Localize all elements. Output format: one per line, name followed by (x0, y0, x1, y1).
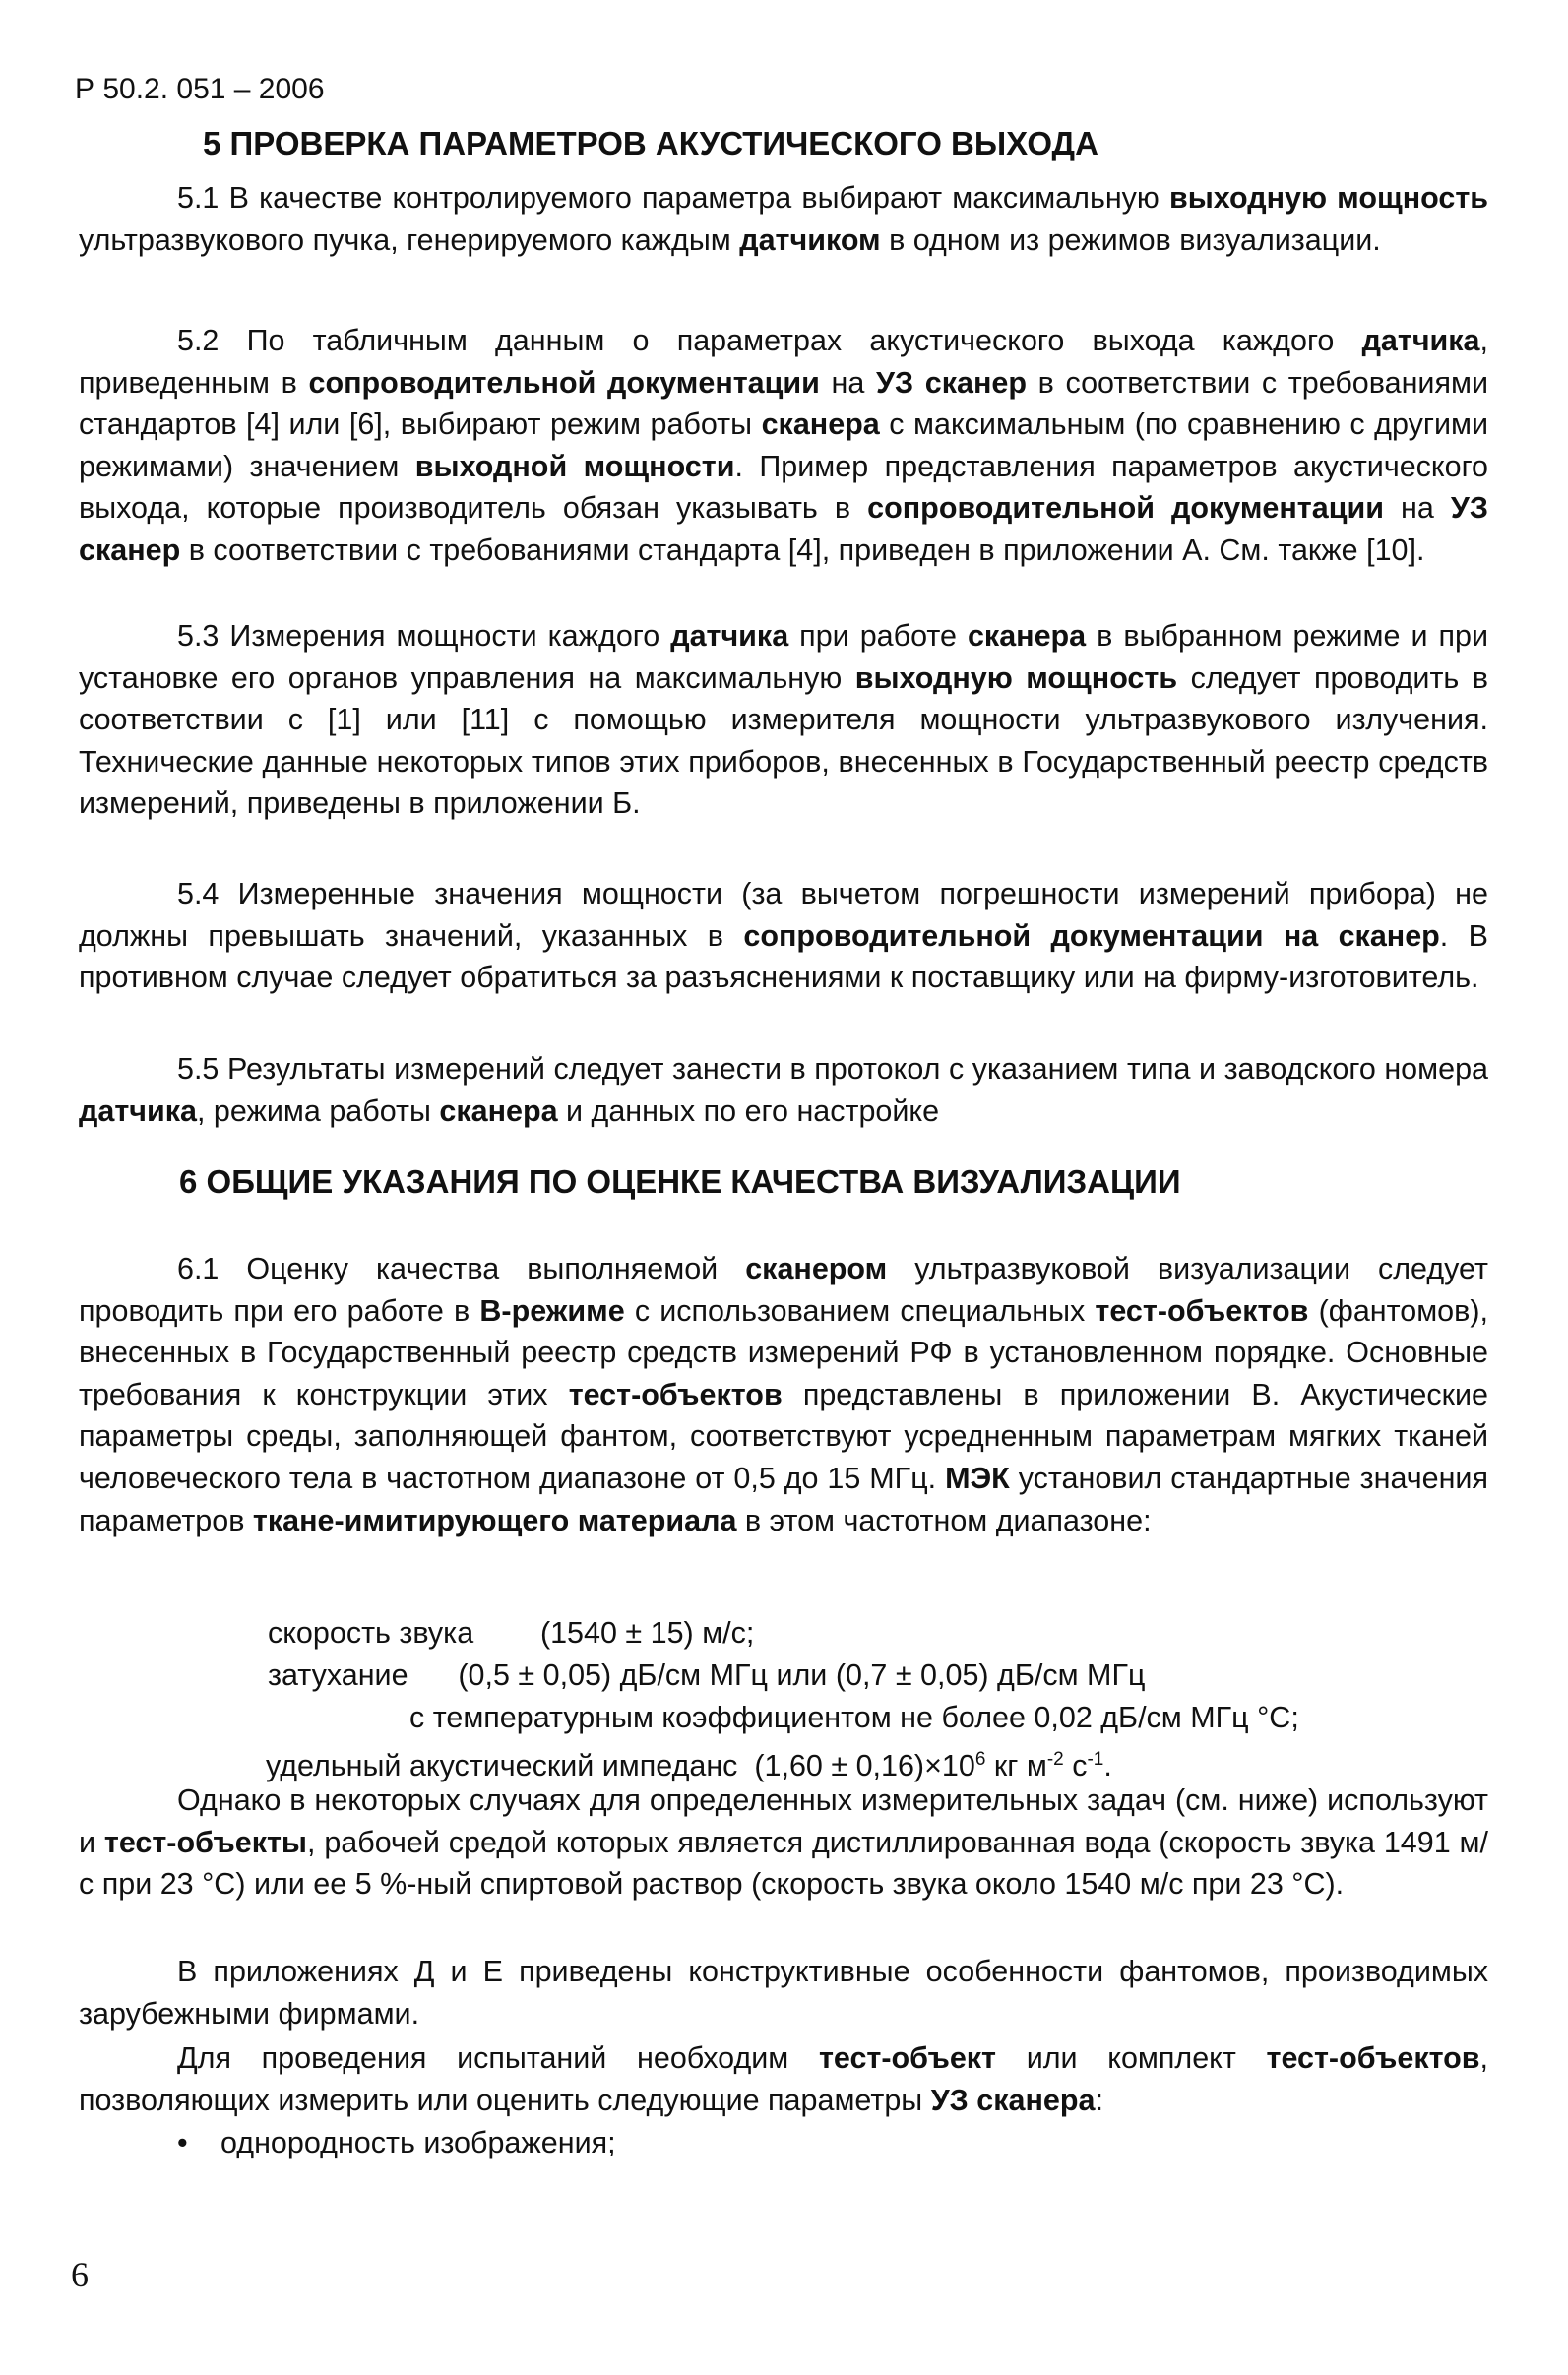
formula-attenuation: затухание (0,5 ± 0,05) дБ/см МГц или (0,7 ± 0,05) дБ/см МГц (268, 1658, 1146, 1692)
paragraph-5-2: 5.2 По табличным данным о параметрах акустического выхода каждого датчика, приведенным в сопроводительной документации на УЗ сканер в соответствии с требованиями стандартов [4] или [6], выбирают режим работы сканера с максимальным (по сравнению с другими режимами) значением выходной мощности. Пример представления параметров акустического выхода, которые производитель обязан указывать в сопроводительной документации на УЗ сканер в соответствии с требованиями стандарта [4], приведен в приложении А. См. также [10]. (79, 324, 1489, 567)
paragraph-6-1: 6.1 Оценку качества выполняемой сканером ультразвуковой визуализации следует проводить при его работе в В-режиме с использованием специальных тест-объектов (фантомов), внесенных в Государственный реестр средств измерений РФ в установленном порядке. Основные требования к конструкции этих тест-объектов представлены в приложении В. Акустические параметры среды, заполняющей фантом, соответствуют усредненным параметрам мягких тканей человеческого тела в частотном диапазоне от 0,5 до 15 МГц. МЭК установил стандартные значения параметров ткане-имитирующего материала в этом частотном диапазоне: (79, 1252, 1488, 1537)
paragraph-5-1: 5.1 В качестве контролируемого параметра выбирают максимальную выходную мощность ультразвукового пучка, генерируемого каждым датчиком в одном из режимов визуализации. (79, 181, 1489, 257)
formula-sound-speed: скорость звука (1540 ± 15) м/с; (268, 1616, 755, 1650)
formula-temperature-coefficient: с температурным коэффициентом не более 0,02 дБ/см МГц °С; (409, 1701, 1299, 1734)
paragraph-5-5: 5.5 Результаты измерений следует занести в протокол с указанием типа и заводского номера датчика, режима работы сканера и данных по его настройке (79, 1052, 1488, 1128)
section-5-title: 5 ПРОВЕРКА ПАРАМЕТРОВ АКУСТИЧЕСКОГО ВЫХОДА (203, 125, 1098, 161)
bullet-icon: • (177, 2126, 188, 2159)
paragraph-5-4: 5.4 Измеренные значения мощности (за вычетом погрешности измерений прибора) не должны превышать значений, указанных в сопроводительной документации на сканер. В противном случае следует обратиться за разъяснениями к поставщику или на фирму-изготовитель. (79, 877, 1488, 995)
document-code: Р 50.2. 051 – 2006 (75, 73, 325, 105)
paragraph-distilled-water: Однако в некоторых случаях для определенных измерительных задач (см. ниже) используют и тест-объекты, рабочей средой которых является дистиллированная вода (скорость звука 1491 м/с при 23 °С) или ее 5 %-ный спиртовой раствор (скорость звука около 1540 м/с при 23 °С). (79, 1783, 1488, 1902)
bullet-item: • однородность изображения; (177, 2122, 616, 2164)
paragraph-appendices: В приложениях Д и Е приведены конструктивные особенности фантомов, производимых зарубежными фирмами. (79, 1955, 1488, 2031)
section-6-title: 6 ОБЩИЕ УКАЗАНИЯ ПО ОЦЕНКЕ КАЧЕСТВА ВИЗУАЛИЗАЦИИ (179, 1163, 1181, 1200)
paragraph-5-3: 5.3 Измерения мощности каждого датчика при работе сканера в выбранном режиме и при установке его органов управления на максимальную выходную мощность следует проводить в соответствии с [1] или [11] с помощью измерителя мощности ультразвукового излучения. Технические данные некоторых типов этих приборов, внесенных в Государственный реестр средств измерений, приведены в приложении Б. (79, 619, 1488, 821)
formula-acoustic-impedance: удельный акустический импеданс $(1,60 \pm 0,16)\times 10^6$ кг $м^{-2}$ $с^{-1}$. (266, 1749, 1112, 1783)
paragraph-test-objects: Для проведения испытаний необходим тест-объект или комплект тест-объектов, позволяющих измерить или оценить следующие параметры УЗ сканера: (79, 2041, 1488, 2117)
page-number: 6 (71, 2255, 89, 2294)
